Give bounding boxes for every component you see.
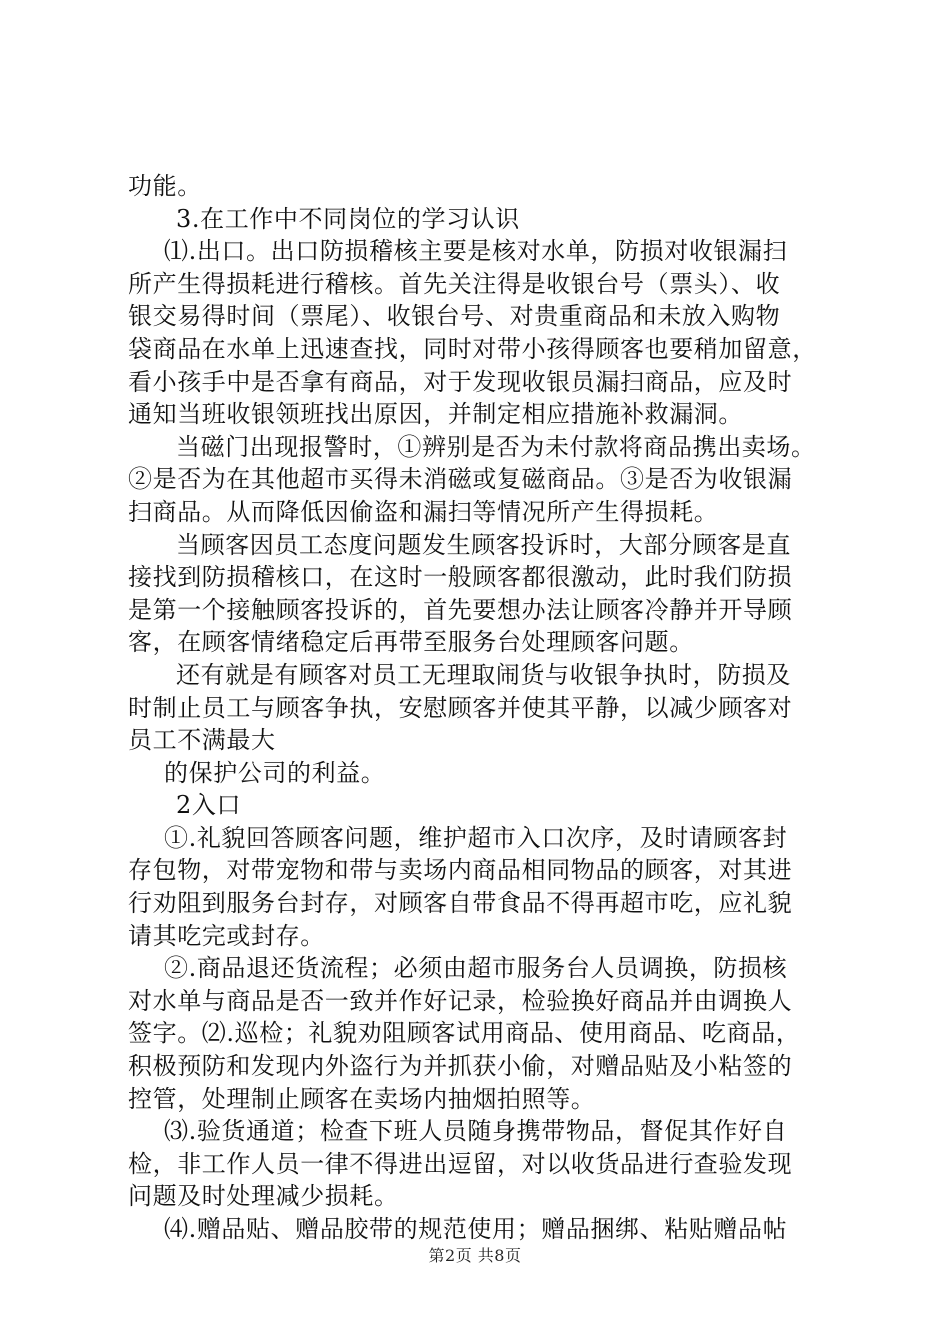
text-line: 请其吃完或封存。 — [128, 921, 325, 950]
text-line: 签字。⑵.巡检；礼貌劝阻顾客试用商品、使用商品、吃商品， — [128, 1019, 801, 1048]
text-line: 是第一个接触顾客投诉的，首先要想办法让顾客冷静并开导顾 — [128, 595, 793, 624]
text-line: 的保护公司的利益。 — [164, 758, 386, 787]
text-line: 存包物，对带宠物和带与卖场内商品相同物品的顾客，对其进 — [128, 856, 793, 885]
text-line: 当磁门出现报警时，①辨别是否为未付款将商品携出卖场。 — [176, 432, 816, 461]
text-line: 银交易得时间（票尾）、收银台号、对贵重商品和未放入购物 — [128, 302, 781, 331]
text-line: 看小孩手中是否拿有商品，对于发现收银员漏扫商品，应及时 — [128, 367, 793, 396]
text-line: 通知当班收银领班找出原因，并制定相应措施补救漏洞。 — [128, 400, 743, 429]
section-heading: 2入口 — [176, 791, 242, 820]
text-line: 当顾客因员工态度问题发生顾客投诉时，大部分顾客是直 — [176, 530, 791, 559]
text-line: 接找到防损稽核口，在这时一般顾客都很激动，此时我们防损 — [128, 563, 793, 592]
text-line: 袋商品在水单上迅速查找，同时对带小孩得顾客也要稍加留意， — [128, 334, 817, 363]
text-line: 所产生得损耗进行稽核。首先关注得是收银台号（票头）、收 — [128, 269, 781, 298]
body-text — [128, 170, 848, 1246]
text-line: 员工不满最大 — [128, 726, 276, 755]
text-line: 检，非工作人员一律不得进出逗留，对以收货品进行查验发现 — [128, 1149, 793, 1178]
text-line: ⑴.出口。出口防损稽核主要是核对水单，防损对收银漏扫 — [164, 237, 788, 266]
text-line: 行劝阻到服务台封存，对顾客自带食品不得再超市吃，应礼貌 — [128, 889, 793, 918]
text-line: 问题及时处理减少损耗。 — [128, 1182, 399, 1211]
text-line: 还有就是有顾客对员工无理取闹货与收银争执时，防损及 — [176, 660, 791, 689]
text-line: ⑷.赠品贴、赠品胶带的规范使用；赠品捆绑、粘贴赠品帖 — [164, 1215, 788, 1243]
text-line: 积极预防和发现内外盗行为并抓获小偷，对赠品贴及小粘签的 — [128, 1052, 793, 1081]
text-line: ①.礼貌回答顾客问题，维护超市入口次序，及时请顾客封 — [164, 823, 788, 852]
text-line: ②是否为在其他超市买得未消磁或复磁商品。③是否为收银漏 — [128, 465, 793, 494]
text-line: ②.商品退还货流程；必须由超市服务台人员调换，防损核 — [164, 954, 788, 983]
section-heading: 3.在工作中不同岗位的学习认识 — [176, 204, 520, 233]
text-line: 时制止员工与顾客争执，安慰顾客并使其平静，以减少顾客对 — [128, 693, 793, 722]
text-line: 对水单与商品是否一致并作好记录，检验换好商品并由调换人 — [128, 986, 793, 1015]
text-line: 扫商品。从而降低因偷盗和漏扫等情况所产生得损耗。 — [128, 497, 719, 526]
page-number-footer: 第2页 共8页 — [428, 1246, 522, 1265]
text-line: 客，在顾客情绪稳定后再带至服务台处理顾客问题。 — [128, 628, 694, 657]
text-line: 控管，处理制止顾客在卖场内抽烟拍照等。 — [128, 1084, 596, 1113]
text-line: 功能。 — [128, 172, 202, 200]
text-line: ⑶.验货通道；检查下班人员随身携带物品，督促其作好自 — [164, 1117, 788, 1146]
